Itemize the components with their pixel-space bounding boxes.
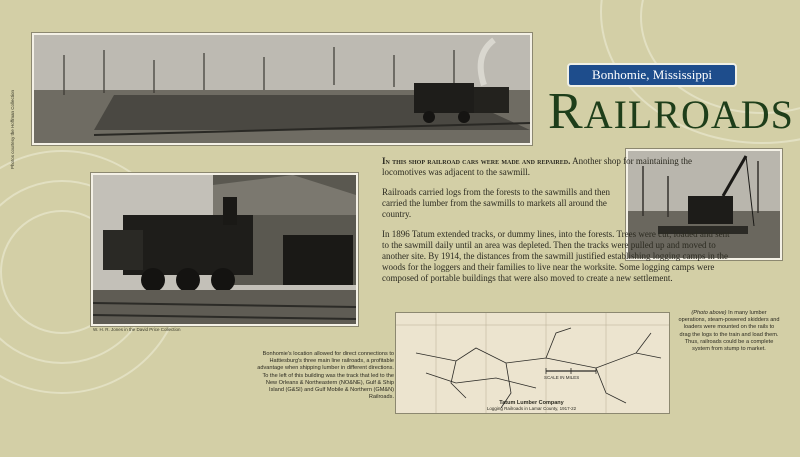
locomotive-photo [91,173,358,326]
map-subtitle: Logging Railroads in Lamar County, 1917-22 [486,406,577,411]
main-text [382,156,737,293]
top-photo-credit: Photos courtesy the Hoffman Collection [10,90,15,169]
location-badge: Bonhomie, Mississippi [567,63,737,87]
paragraph-1-lead: In this shop railroad cars were made and repaired. [382,156,571,166]
right-caption-lead: (Photo above) [691,310,727,316]
map-title: Tatum Lumber Company [499,400,564,406]
right-caption-text: In many lumber operations, steam-powered skidders and loaders were mounted on the rails to drag the logs to the train and load them. Thus, railroads could be a complete system from stump to market. [678,310,780,353]
paragraph-3: In 1896 Tatum extended tracks, or dummy lines, into the forests. Trees were cut, loaded and sent to the sawmill daily until an area was depleted. Then the tracks were pulled up and moved to another site. By 1914, the distances from the sawmill justified establishing logging camps in the woods for the loggers and their families to live near the worksite. Some logging camps were composed of portable buildings that were also moved to create a new settlement. [382,229,730,283]
logging-train-photo [32,33,532,145]
map-scale-label: SCALE IN MILES [544,375,580,380]
railroad-map [395,312,670,414]
title-rest: AILROADS [583,92,794,137]
paragraph-2: Railroads carried logs from the forests to the sawmills and then carried the lumber from the sawmills to markets all around the country. [382,187,610,219]
paragraph-1-rest: Another shop for maintaining the locomotives was adjacent to the sawmill. [382,156,693,177]
page-title [548,83,794,140]
left-photo-credit: W. H. R. Jones in the David Price Collection [93,327,181,332]
title-initial: R [548,83,584,140]
map-caption [395,400,668,411]
left-caption: Bonhomie's location allowed for direct connections to Hattiesburg's three main line railroads, a profitable advantage when shipping lumber in different directions. To the left of this building was the track that led to the New Orleans & Northeastern (NO&NE), Gulf & Ship Island (G&SI) and Gulf Mobile & Northern (GM&N) Railroads. [257,351,394,401]
right-caption [678,310,780,353]
paragraph-1 [382,156,737,178]
